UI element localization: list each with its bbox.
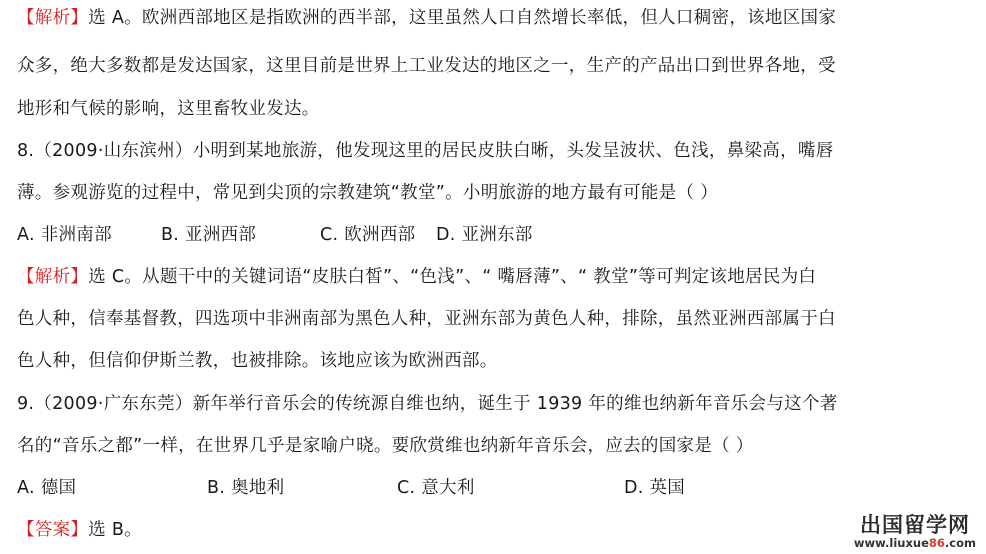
option-c: C. 欧洲西部 (320, 225, 416, 245)
site-watermark (854, 514, 976, 550)
answer-line (17, 518, 142, 542)
question-9-line-2: 名的“音乐之都”一样，在世界几乎是家喻户晓。要欣赏维也纳新年音乐会，应去的国家是（ ） (17, 436, 754, 456)
option-c: C. 意大利 (397, 478, 475, 498)
analysis-2-line-2: 色人种，信奉基督教，四选项中非洲南部为黑色人种，亚洲东部为黄色人种，排除，虽然亚洲西部属于白 (17, 309, 836, 329)
watermark-url (854, 537, 976, 550)
question-9-options (17, 476, 717, 500)
analysis-text: 选 C。从题干中的关键词语“皮肤白皙”、“色浅”、“ 嘴唇薄”、“ 教堂”等可判定该地居民为白 (88, 267, 817, 287)
analysis-1-line-3: 地形和气候的影响，这里畜牧业发达。 (17, 99, 320, 119)
analysis-1-line-1 (17, 6, 836, 30)
question-8-options (17, 223, 577, 247)
watermark-url-prefix: www.liuxue (853, 536, 929, 551)
question-8-line-2: 薄。参观游览的过程中，常见到尖顶的宗教建筑“教堂”。小明旅游的地方最有可能是（ ） (17, 183, 718, 203)
option-b: B. 奥地利 (207, 478, 285, 498)
question-8-line-1: 8.（2009·山东滨州）小明到某地旅游，他发现这里的居民皮肤白晰，头发呈波状、色浅，鼻梁高，嘴唇 (17, 141, 834, 161)
option-a: A. 非洲南部 (17, 225, 112, 245)
question-9-line-1: 9.（2009·广东东莞）新年举行音乐会的传统源自维也纳，诞生于 1939 年的维也纳新年音乐会与这个著 (17, 394, 838, 414)
watermark-title: 出国留学网 (859, 513, 970, 538)
option-a: A. 德国 (17, 478, 77, 498)
answer-tag: 【答案】 (17, 520, 89, 540)
option-d: D. 英国 (624, 478, 686, 498)
analysis-2-line-3: 色人种，但信仰伊斯兰教，也被排除。该地应该为欧洲西部。 (17, 351, 498, 371)
analysis-tag: 【解析】 (17, 8, 89, 28)
watermark-url-suffix: .com (944, 536, 976, 551)
analysis-tag: 【解析】 (17, 267, 89, 287)
analysis-1-line-2: 众多，绝大多数都是发达国家，这里目前是世界上工业发达的地区之一，生产的产品出口到世界各地，受 (17, 56, 836, 76)
watermark-url-accent: 86 (928, 536, 945, 551)
analysis-2-line-1 (17, 265, 816, 289)
option-b: B. 亚洲西部 (161, 225, 257, 245)
option-d: D. 亚洲东部 (436, 225, 533, 245)
analysis-text: 选 A。欧洲西部地区是指欧洲的西半部，这里虽然人口自然增长率低，但人口稠密，该地区国家 (88, 8, 837, 28)
answer-text: 选 B。 (88, 520, 142, 540)
